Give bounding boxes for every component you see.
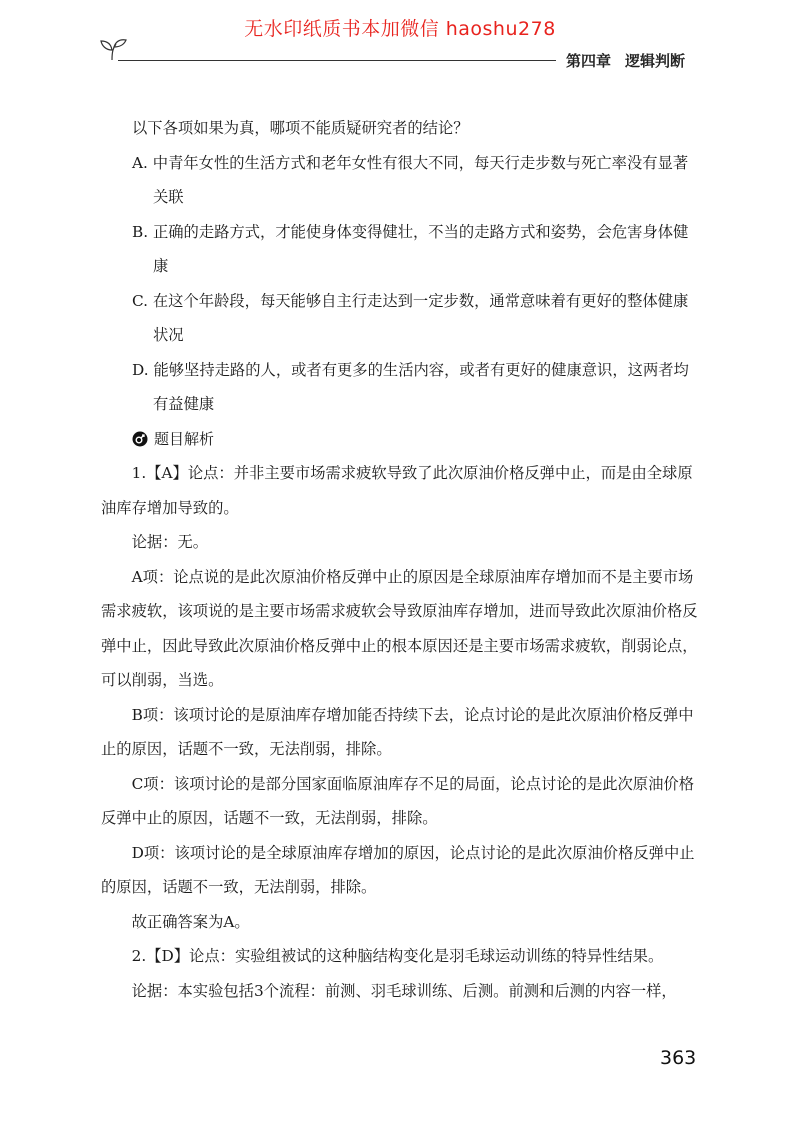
chapter-heading <box>566 50 685 71</box>
section-title: 题目解析 <box>154 429 215 448</box>
analysis-paragraph-6: D项：该项讨论的是全球原油库存增加的原因，论点讨论的是此次原油价格反弹中止的原因，话题不一致，无法削弱，排除。 <box>101 843 695 896</box>
analysis-paragraph-1: 1.【A】论点：并非主要市场需求疲软导致了此次原油价格反弹中止，而是由全球原油库存增加导致的。 <box>101 464 693 517</box>
question-text: 以下各项如果为真，哪项不能质疑研究者的结论？ <box>132 119 469 137</box>
watermark: 无水印纸质书本加微信 haoshu278 <box>244 18 556 40</box>
option-a: A. 中青年女性的生活方式和老年女性有很大不同，每天行走步数与死亡率没有显著关联 <box>132 153 689 206</box>
page-content <box>101 111 698 1008</box>
option-b: B. 正确的走路方式，才能使身体变得健壮，不当的走路方式和姿势，会危害身体健康 <box>132 222 689 275</box>
analysis-paragraph-3: A项：论点说的是此次原油价格反弹中止的原因是全球原油库存增加而不是主要市场需求疲软，该项说的是主要市场需求疲软会导致原油库存增加，进而导致此次原油价格反弹中止，因此导致此次原油价格反弹中止的根本原因还是主要市场需求疲软，削弱论点，可以削弱，当选。 <box>101 567 698 689</box>
chapter-number: 第四章 <box>566 52 612 70</box>
analysis-paragraph-5: C项：该项讨论的是部分国家面临原油库存不足的局面，论点讨论的是此次原油价格反弹中止的原因，话题不一致，无法削弱，排除。 <box>101 774 694 827</box>
analysis-paragraph-2: 论据：无。 <box>131 533 209 551</box>
analysis-icon <box>132 431 148 447</box>
analysis-paragraph-7: 故正确答案为A。 <box>131 912 250 931</box>
chapter-title: 逻辑判断 <box>625 52 686 70</box>
analysis-paragraph-9: 论据：本实验包括3个流程：前测、羽毛球训练、后测。前测和后测的内容一样， <box>131 981 677 1000</box>
option-d: D. 能够坚持走路的人，或者有更多的生活内容，或者有更好的健康意识，这两者均有益健康 <box>132 360 689 413</box>
header-rule <box>118 60 556 61</box>
page-number: 363 <box>660 1047 697 1069</box>
analysis-paragraph-4: B项：该项讨论的是原油库存增加能否持续下去，论点讨论的是此次原油价格反弹中止的原因，话题不一致，无法削弱，排除。 <box>101 705 694 758</box>
section-heading <box>132 422 698 457</box>
analysis-paragraph-8: 2.【D】论点：实验组被试的这种脑结构变化是羽毛球运动训练的特异性结果。 <box>131 947 664 965</box>
option-c: C. 在这个年龄段，每天能够自主行走达到一定步数，通常意味着有更好的整体健康状况 <box>132 291 689 344</box>
